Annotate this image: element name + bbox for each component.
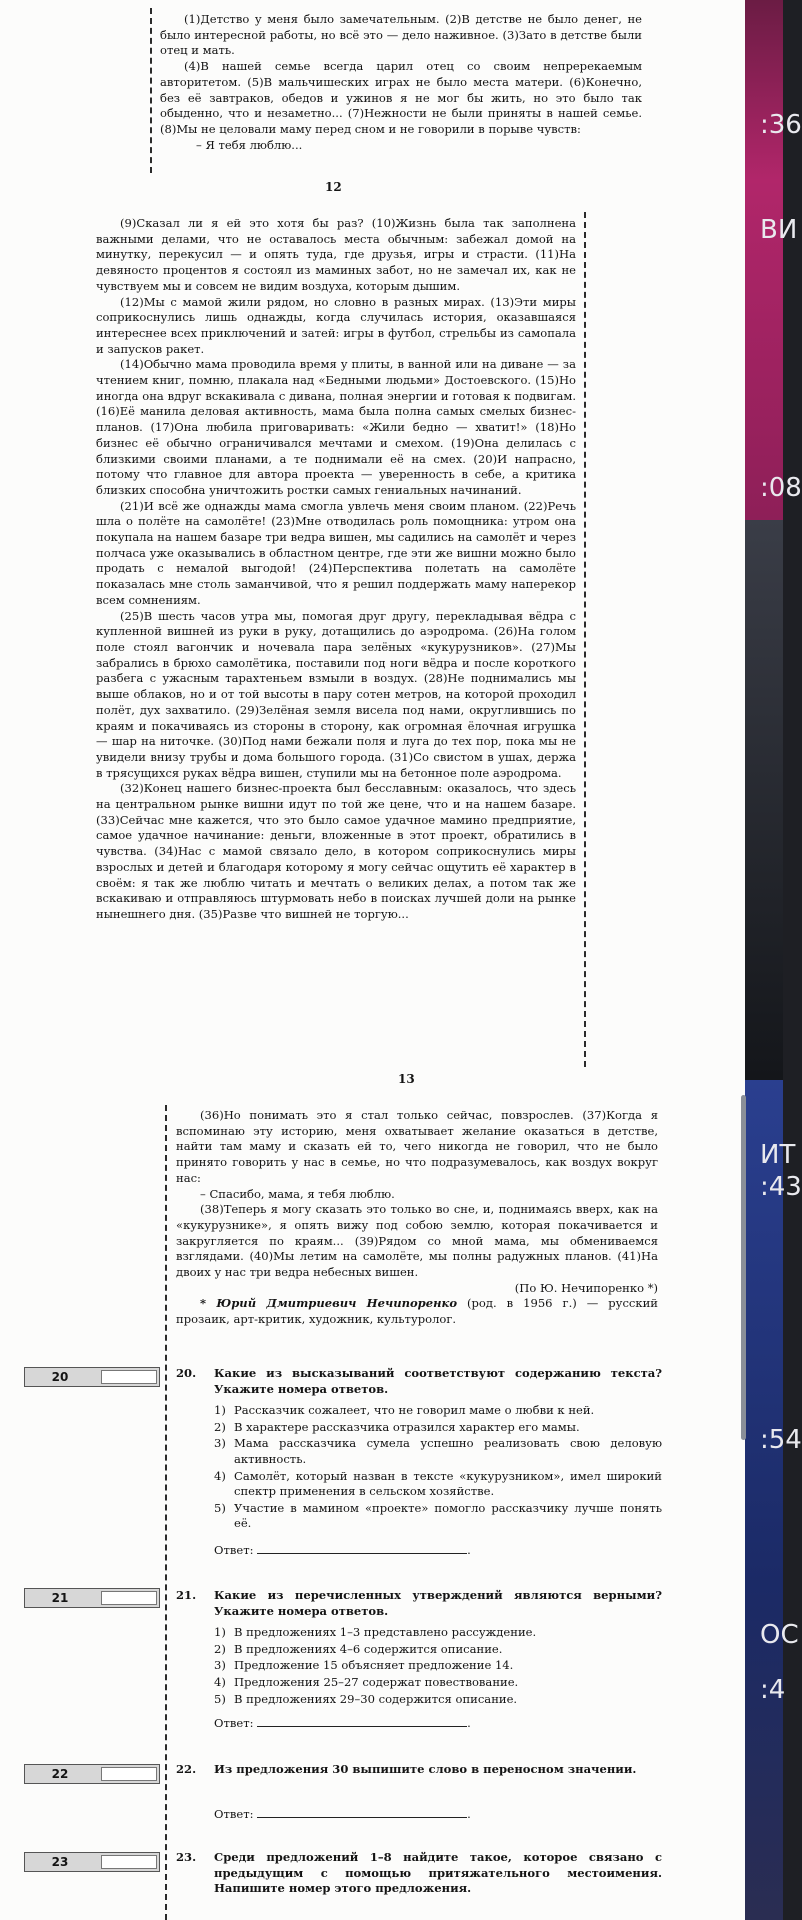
option-number: 2) <box>214 1641 226 1656</box>
background-label: ВИ <box>760 215 798 245</box>
answer-box-field[interactable] <box>101 1767 157 1781</box>
option-text: Участие в мамином «проекте» помогло рассказчику лучше понять её. <box>234 1500 662 1531</box>
option-item <box>214 1692 662 1708</box>
author-footnote <box>176 1296 658 1327</box>
answer-line: Ответ: . <box>214 1542 471 1557</box>
background-dark-strip <box>745 520 783 1080</box>
question-number: 23. <box>176 1850 197 1864</box>
answer-box-number: 20 <box>51 1370 69 1384</box>
option-number: 4) <box>214 1468 226 1483</box>
option-text: Рассказчик сожалеет, что не говорил маме о любви к ней. <box>234 1403 595 1418</box>
option-number: 2) <box>214 1419 226 1434</box>
option-number: 4) <box>214 1674 226 1689</box>
option-number: 3) <box>214 1658 226 1673</box>
background-blue-strip <box>745 1080 786 1920</box>
answer-box-number: 22 <box>51 1767 69 1781</box>
answer-box-field[interactable] <box>101 1591 157 1605</box>
option-item <box>214 1675 662 1691</box>
text-block-page-14 <box>176 1108 658 1328</box>
answer-input[interactable] <box>257 1806 467 1818</box>
answer-box-field[interactable] <box>101 1855 157 1869</box>
paragraph: (9)Сказал ли я ей это хотя бы раз? (10)Жизнь была так заполнена важными делами, что не оставалось места обычным: забежал домой на минутку, перекусил — и опять туда, где друзья, игры и страсти. (11)На девяносто процентов я состоял из маминых забот, но не замечал их, как не чувствуем мы и совсем не видим воздуха, которым дышим. <box>96 216 576 293</box>
question-text: Среди предложений 1–8 найдите такое, которое связано с предыдущим с помощью притяжательного местоимения. Напишите номер этого предложения. <box>214 1850 662 1896</box>
background-label: :36 <box>760 110 802 140</box>
question-23 <box>176 1850 662 1897</box>
paragraph: (25)В шесть часов утра мы, помогая друг другу, перекладывая вёдра с купленной вишней из руки в руку, дотащились до аэродрома. (26)На голом поле стоял вагончик и ночевала пара зелёных «кукурузников». (27)Мы забрались в брюхо самолётика, поставили под ноги вёдра и после короткого разбега с ужасным тарахтеньем взмыли в воздух. (28)Не поднимались мы выше облаков, но и от той высоты в пару сотен метров, на которой проходил полёт, дух захватило. (29)Зелёная земля висела под нами, округлившись по краям и покачиваясь из стороны в сторону, как огромная ёлочная игрушка — шар на ниточке. (30)Под нами бежали поля и луга до тех пор, пока мы не увидели внизу трубы и дома большого города. (31)Со свистом в ушах, держа в трясущихся руках вёдра вишен, ступили мы на бетонное поле аэродрома. <box>96 608 576 780</box>
background-magenta-strip <box>745 0 783 180</box>
answer-line: Ответ: . <box>214 1716 471 1731</box>
cut-line <box>150 8 152 173</box>
answer-label: Ответ: <box>214 1716 254 1731</box>
paragraph: (21)И всё же однажды мама смогла увлечь меня своим планом. (22)Речь шла о полёте на самолёте! (23)Мне отводилась роль помощника: утром она покупала на нашем базаре три ведра вишен, мы садились на самолёт и через полчаса уже оказывались в областном центре, где эти же вишни можно было продать с немалой выгодой! (24)Перспектива полетать на самолёте показалась мне столь заманчивой, что я решил поддержать маму наперекор всем сомнениям. <box>96 498 576 607</box>
question-number: 20. <box>176 1366 197 1380</box>
answer-input[interactable] <box>257 1715 467 1727</box>
option-text: В предложениях 4–6 содержится описание. <box>234 1641 503 1656</box>
cut-line <box>165 1105 167 1920</box>
question-20 <box>176 1366 662 1559</box>
background-label: :54 <box>760 1425 802 1455</box>
background-label: :08 <box>760 473 802 503</box>
option-text: Самолёт, который назван в тексте «кукурузником», имел широкий спектр применения в сельском хозяйстве. <box>234 1468 662 1499</box>
author-description: (род. в 1956 г.) — русский прозаик, арт-критик, художник, культуролог. <box>176 1296 658 1327</box>
option-text: В предложениях 1–3 представлено рассуждение. <box>234 1625 537 1640</box>
answer-box-number: 23 <box>51 1855 69 1869</box>
paragraph: – Я тебя люблю... <box>196 137 303 152</box>
text-block-page-13 <box>96 216 576 923</box>
paragraph: (14)Обычно мама проводила время у плиты, в ванной или на диване — за чтением книг, помню, плакала над «Бедными людьми» Достоевского. (15)Но иногда она вдруг вскакивала с дивана, полная энергии и готовая к подвигам. (16)Её манила деловая активность, мама была полна самых смелых бизнес-планов. (17)Она любила приговаривать: «Жили бедно — хватит!» (18)Но бизнес её обычно ограничивался мечтами и смехом. (19)Она делилась с близкими своими планами, а те поднимали её на смех. (20)И напрасно, потому что главное для автора проекта — уверенность в себе, а критика близких способна уничтожить ростки самых гениальных начинаний. <box>96 357 576 497</box>
options-list <box>214 1625 662 1707</box>
option-item <box>214 1403 662 1419</box>
option-number: 3) <box>214 1436 226 1451</box>
background-label: :43 <box>760 1172 802 1202</box>
answer-label: Ответ: <box>214 1806 254 1821</box>
question-21 <box>176 1588 662 1732</box>
paragraph: (12)Мы с мамой жили рядом, но словно в разных мирах. (13)Эти миры соприкоснулись лишь однажды, когда случилась история, оказавшаяся интереснее всех приключений и затей: игры в футбол, стрельбы из самопала и запусков ракет. <box>96 294 576 356</box>
option-text: В характере рассказчика отразился характер его мамы. <box>234 1419 580 1434</box>
option-number: 1) <box>214 1625 226 1640</box>
question-number: 21. <box>176 1588 197 1602</box>
option-item <box>214 1625 662 1641</box>
option-text: В предложениях 29–30 содержится описание. <box>234 1691 518 1706</box>
option-item <box>214 1642 662 1658</box>
background-label: ОС <box>760 1620 799 1650</box>
answer-label: Ответ: <box>214 1542 254 1557</box>
option-text: Предложение 15 объясняет предложение 14. <box>234 1658 514 1673</box>
answer-box-20[interactable] <box>24 1367 160 1387</box>
question-22 <box>176 1762 662 1822</box>
paragraph: – Спасибо, мама, я тебя люблю. <box>200 1186 395 1201</box>
answer-box-field[interactable] <box>101 1370 157 1384</box>
answer-box-22[interactable] <box>24 1764 160 1784</box>
question-text: Какие из высказываний соответствуют содержанию текста? Укажите номера ответов. <box>214 1366 662 1396</box>
cut-line <box>584 212 586 1067</box>
option-number: 5) <box>214 1691 226 1706</box>
option-item <box>214 1658 662 1674</box>
option-item <box>214 1469 662 1500</box>
option-text: Мама рассказчика сумела успешно реализовать свою деловую активность. <box>234 1436 662 1466</box>
paragraph: (4)В нашей семье всегда царил отец со своим непререкаемым авторитетом. (5)В мальчишеских играх не было места матери. (6)Конечно, без её завтраков, обедов и ужинов я не мог бы жить, но это было так обыденно, что и незаметно... (7)Нежности не были приняты в нашей семье. (8)Мы не целовали маму перед сном и не говорили в порыве чувств: <box>160 59 642 136</box>
options-list <box>214 1403 662 1532</box>
option-text: Предложения 25–27 содержат повествование. <box>234 1674 519 1689</box>
option-item <box>214 1436 662 1467</box>
question-text: Какие из перечисленных утверждений являются верными? Укажите номера ответов. <box>214 1588 662 1618</box>
option-number: 5) <box>214 1500 226 1515</box>
answer-box-21[interactable] <box>24 1588 160 1608</box>
question-number: 22. <box>176 1762 197 1776</box>
page-number: 13 <box>398 1072 415 1086</box>
option-number: 1) <box>214 1403 226 1418</box>
answer-input[interactable] <box>257 1542 467 1554</box>
page-number: 12 <box>325 180 342 194</box>
paragraph: (32)Конец нашего бизнес-проекта был бесславным: оказалось, что здесь на центральном рынке вишни идут по той же цене, что и на нашем базаре. (33)Сейчас мне кажется, что это было самое удачное мамино предприятие, самое удачное начинание: деньги, вложенные в этот проект, обратились в чувства. (34)Нас с мамой связало дело, в котором соприкоснулись миры взрослых и детей и благодаря которому я могу сейчас ощутить её характер в своём: я так же люблю читать и мечтать о великих делах, а потом так же вскакиваю и отправляюсь штурмовать небо в поисках лучшей доли на рынке нынешнего дня. (35)Разве что вишней не торгую... <box>96 781 576 921</box>
answer-line: Ответ: . <box>214 1806 471 1821</box>
paragraph: (38)Теперь я могу сказать это только во сне, и, поднимаясь вверх, как на «кукурузнике», я опять вижу под собою землю, которая покачивается и закругляется по краям... (39)Рядом со мной мама, мы обмениваемся взглядами. (40)Мы летим на самолёте, мы полны радужных планов. (41)На двоих у нас три ведра небесных вишен. <box>176 1202 658 1280</box>
question-text: Из предложения 30 выпишите слово в переносном значении. <box>214 1762 637 1776</box>
text-block-page-12 <box>160 12 642 153</box>
answer-box-number: 21 <box>51 1591 69 1605</box>
paragraph: (36)Но понимать это я стал только сейчас, повзрослев. (37)Когда я вспоминаю эту историю, меня охватывает желание оказаться в детстве, найти там маму и сказать ей то, чего никогда не говорил, что не было принято говорить у нас в семье, но что подразумевалось, как воздух вокруг нас: <box>176 1108 658 1185</box>
source-attribution: (По Ю. Нечипоренко *) <box>514 1280 658 1295</box>
answer-box-23[interactable] <box>24 1852 160 1872</box>
background-label: ИТ <box>760 1140 796 1170</box>
background-label: :4 <box>760 1675 786 1705</box>
author-name: * Юрий Дмитриевич Нечипоренко <box>200 1296 458 1311</box>
scrollbar-thumb[interactable] <box>741 1095 746 1440</box>
option-item <box>214 1420 662 1436</box>
option-item <box>214 1501 662 1532</box>
paragraph: (1)Детство у меня было замечательным. (2)В детстве не было денег, не было интересной работы, но всё это — дело наживное. (3)Зато в детстве были отец и мать. <box>160 12 642 58</box>
